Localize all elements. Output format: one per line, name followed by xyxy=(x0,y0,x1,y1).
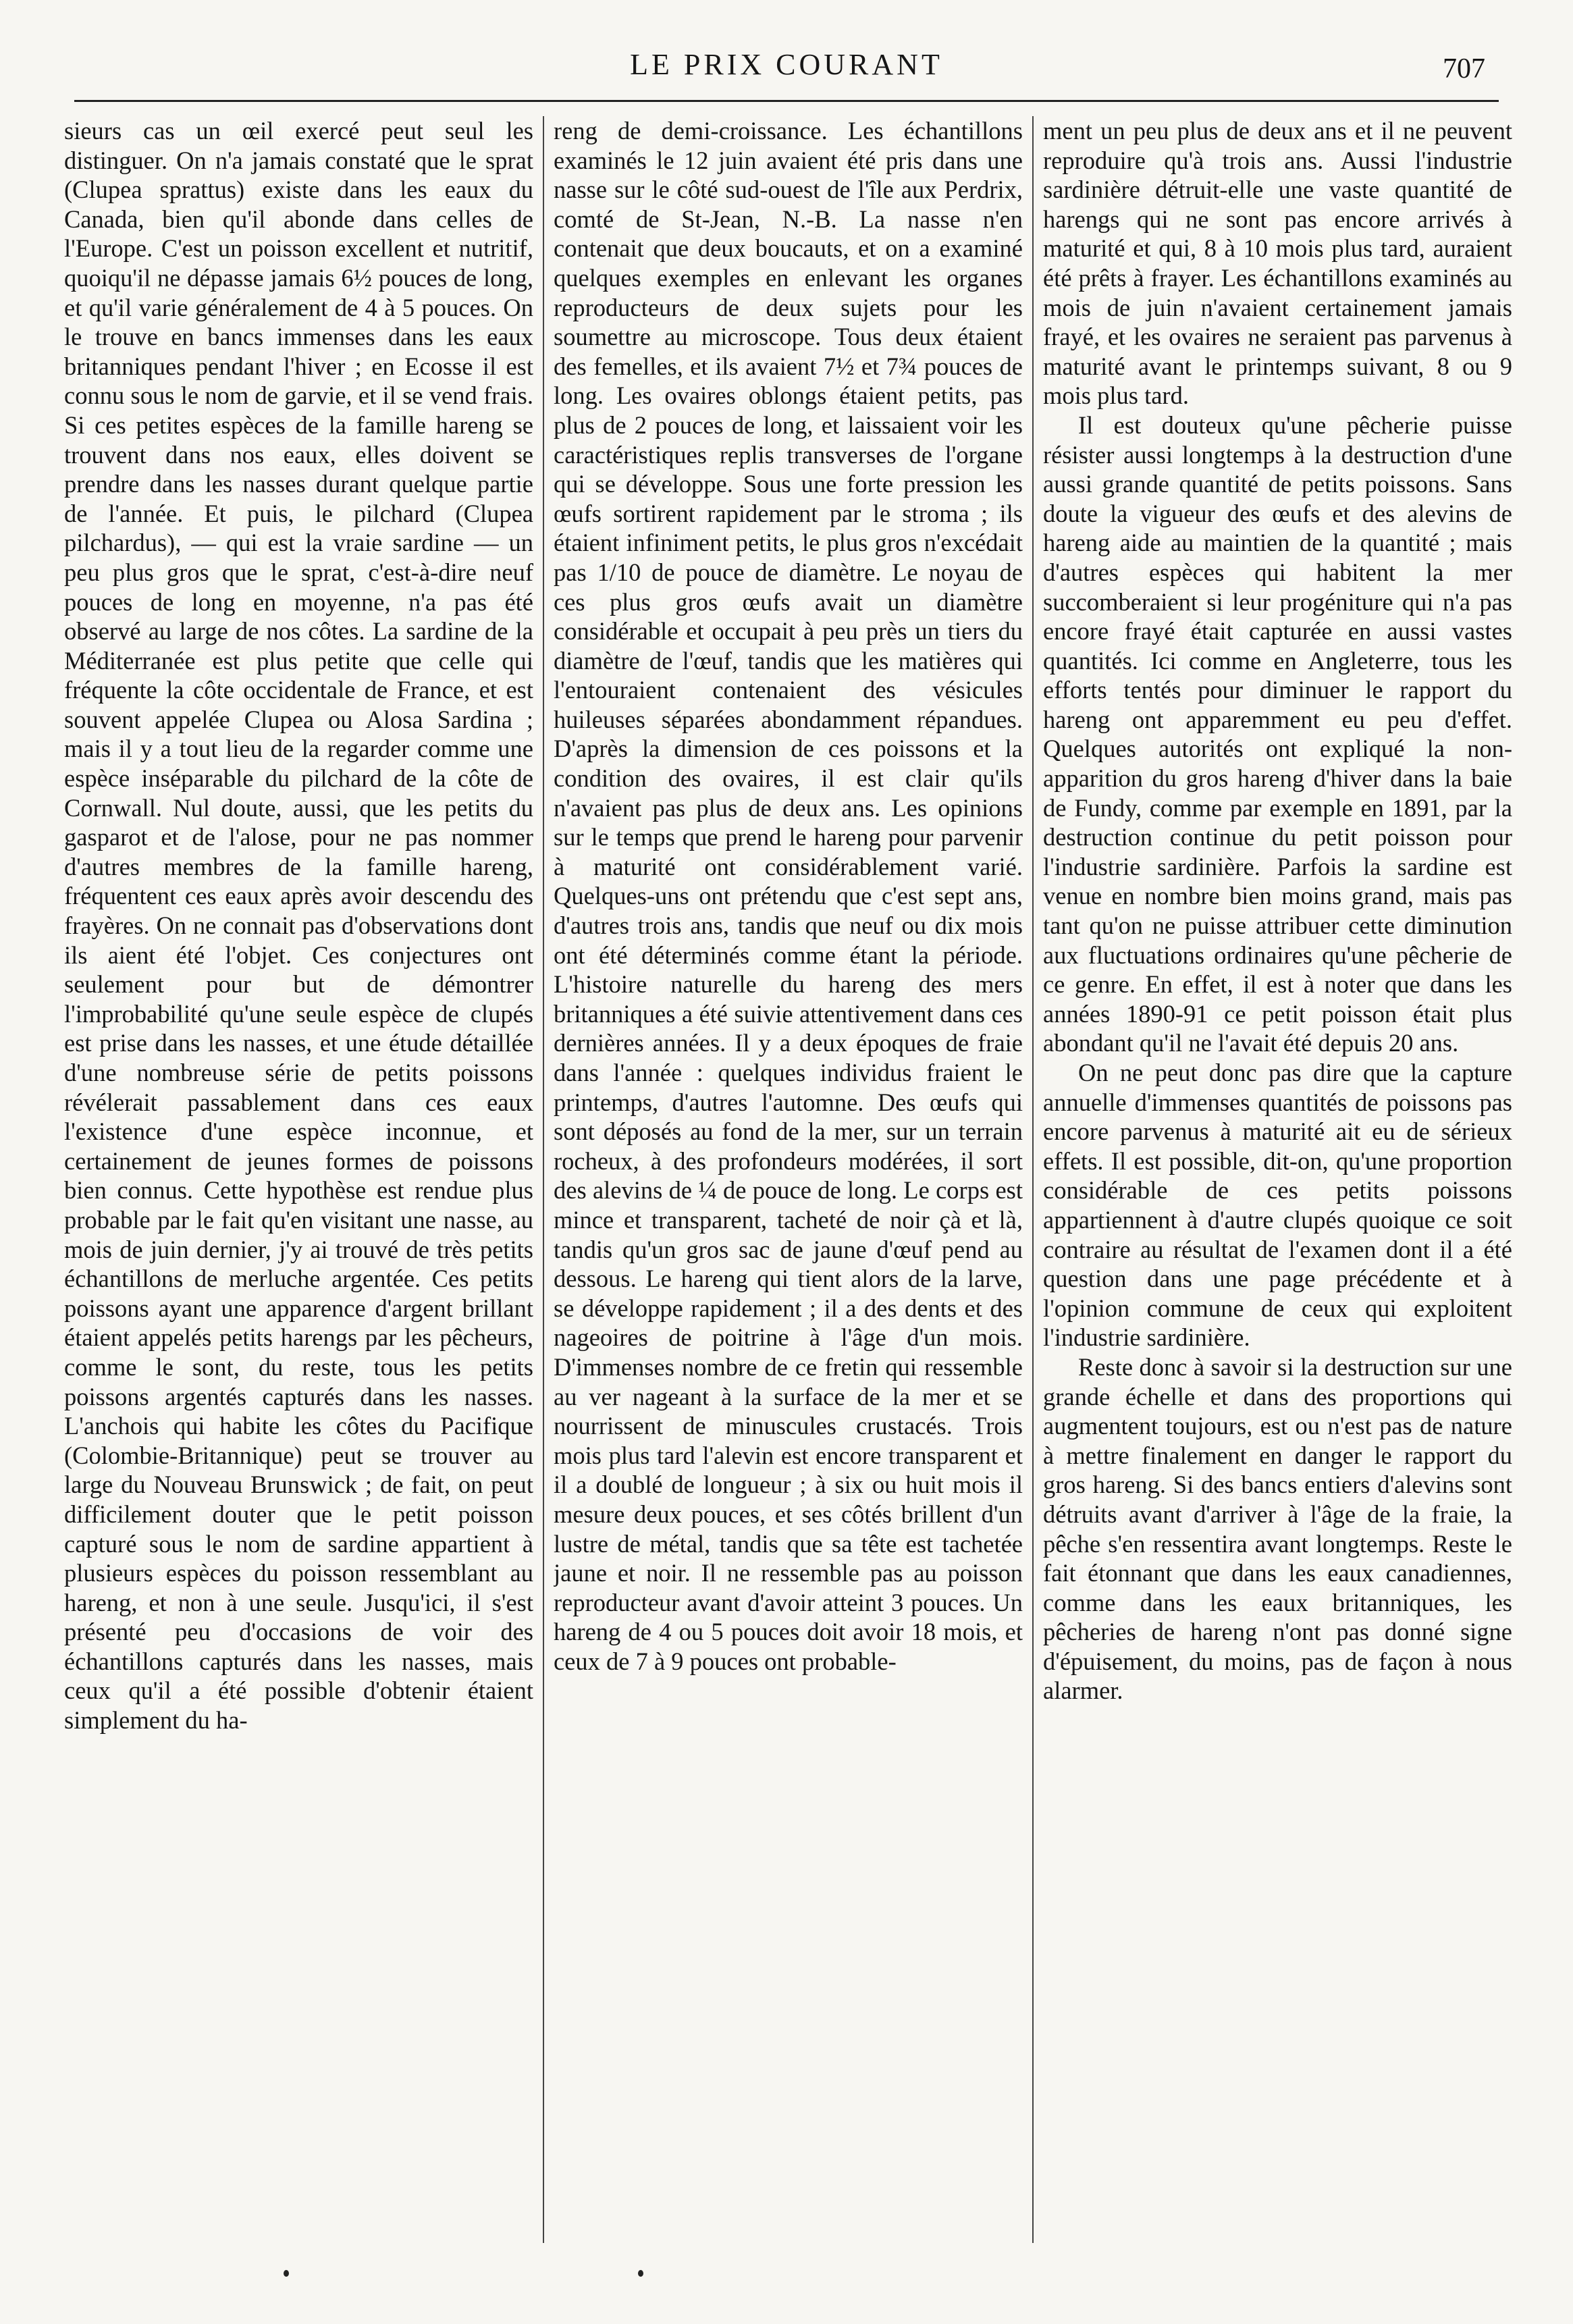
column-2 xyxy=(554,116,1023,2243)
print-speck xyxy=(284,2270,289,2277)
bottom-print-marks xyxy=(0,2270,1573,2297)
running-title: LE PRIX COURANT xyxy=(630,48,943,81)
print-speck xyxy=(638,2270,643,2277)
paragraph: On ne peut donc pas dire que la capture annuelle d'immenses quantités de poissons pas encore parvenus à maturité ait eu de sérieux effets. Il est possible, dit-on, qu'une proportion considérable de ces petits poissons appartiennent à d'autre clupés quoique ce soit contraire au résultat de l'examen dont il a été question dans une page précédente et à l'opinion commune de ceux qui exploitent l'industrie sardinière. xyxy=(1043,1059,1512,1352)
paragraph: Il est douteux qu'une pêcherie puisse résister aussi longtemps à la destruction d'une aussi grande quantité de petits poissons. Sans doute la vigueur des œufs et des alevins de hareng aide au maintien de la quantité ; mais d'autres espèces qui habitent la mer succomberaient si leur progéniture qui n'a pas encore frayé était capturée en aussi vastes quantités. Ici comme en Angleterre, tous les efforts tentés pour diminuer le rapport du hareng ont apparemment eu peu d'effet. Quelques autorités ont expliqué la non-apparition du gros hareng d'hiver dans la baie de Fundy, comme par exemple en 1891, par la destruction continue du petit poisson pour l'industrie sardinière. Parfois la sardine est venue en nombre bien moins grand, mais pas tant qu'on ne puisse attribuer cette diminution aux fluctuations ordinaires qu'une pêcherie de ce genre. En effet, il est à noter que dans les années 1890-91 ce petit poisson était plus abondant qu'il ne l'avait été depuis 20 ans. xyxy=(1043,411,1512,1057)
column-divider xyxy=(1032,116,1034,2243)
page-header xyxy=(54,35,1519,103)
column-divider xyxy=(543,116,544,2243)
column-1 xyxy=(64,116,533,2243)
paragraph: Reste donc à savoir si la destruction sur une grande échelle et dans des proportions qui augmentent toujours, est ou n'est pas de nature à mettre finalement en danger le rapport du gros hareng. Si des bancs entiers d'alevins sont détruits avant d'arriver à l'âge de la fraie, la pêche s'en ressentira avant longtemps. Reste le fait étonnant que dans les eaux canadiennes, comme dans les eaux britanniques, les pêcheries de hareng n'ont pas donné signe d'épuisement, du moins, pas de façon à nous alarmer. xyxy=(1043,1352,1512,1705)
column-3 xyxy=(1043,116,1512,2243)
page-number: 707 xyxy=(1443,53,1485,84)
paragraph: reng de demi-croissance. Les échantillons examinés le 12 juin avaient été pris dans une nasse sur le côté sud-ouest de l'île aux Perdrix, comté de St-Jean, N.-B. La nasse n'en contenait que deux boucauts, et on a examiné quelques exemples en enlevant les organes reproducteurs de deux sujets pour les soumettre au microscope. Tous deux étaient des femelles, et ils avaient 7½ et 7¾ pouces de long. Les ovaires oblongs étaient petits, pas plus de 2 pouces de long, et laissaient voir les caractéristiques replis transverses de l'organe qui se développe. Sous une forte pression les œufs sortirent rapidement par le stroma ; ils étaient infiniment petits, le plus gros n'excédait pas 1/10 de pouce de diamètre. Le noyau de ces plus gros œufs avait un diamètre considérable et occupait à peu près un tiers du diamètre de l'œuf, tandis que les matières qui l'entouraient contenaient des vésicules huileuses séparées abondamment répandues. D'après la dimension de ces poissons et la condition des ovaires, il est clair qu'ils n'avaient pas plus de deux ans. Les opinions sur le temps que prend le hareng pour parvenir à maturité ont considérablement varié. Quelques-uns ont prétendu que c'est sept ans, d'autres trois ans, tandis que neuf ou dix mois ont été déterminés comme étant la période. L'histoire naturelle du hareng des mers britanniques a été suivie attentivement dans ces dernières années. Il y a deux époques de fraie dans l'année : quelques individus fraient le printemps, d'autres l'automne. Des œufs qui sont déposés au fond de la mer, sur un terrain rocheux, à des profondeurs modérées, il sort des alevins de ¼ de pouce de long. Le corps est mince et transparent, tacheté de noir çà et là, tandis qu'un gros sac de jaune d'œuf pend au dessous. Le hareng qui tient alors de la larve, se développe rapidement ; il a des dents et des nageoires de poitrine à l'âge d'un mois. D'immenses nombre de ce fretin qui ressemble au ver nageant à la surface de la mer et se nourrissent de minuscules crustacés. Trois mois plus tard l'alevin est encore transparent et il a doublé de longueur ; à six ou huit mois il mesure deux pouces, et ses côtés brillent d'un lustre de métal, tandis que sa tête est tachetée jaune et noir. Il ne ressemble pas au poisson reproducteur avant d'avoir atteint 3 pouces. Un hareng de 4 ou 5 pouces doit avoir 18 mois, et ceux de 7 à 9 pouces ont probable- xyxy=(554,117,1023,1675)
paragraph: ment un peu plus de deux ans et il ne peuvent reproduire qu'à trois ans. Aussi l'industrie sardinière détruit-elle une vaste quantité de harengs qui ne sont pas encore arrivés à maturité et qui, 8 à 10 mois plus tard, auraient été prêts à frayer. Les échantillons examinés au mois de juin n'avaient certainement jamais frayé, et les ovaires ne seraient pas parvenus à maturité avant le printemps suivant, 8 ou 9 mois plus tard. xyxy=(1043,117,1512,410)
header-rule xyxy=(74,100,1499,102)
text-columns xyxy=(64,116,1512,2243)
paragraph: sieurs cas un œil exercé peut seul les distinguer. On n'a jamais constaté que le sprat (Clupea sprattus) existe dans les eaux du Canada, bien qu'il abonde dans celles de l'Europe. C'est un poisson excellent et nutritif, quoiqu'il ne dépasse jamais 6½ pouces de long, et qu'il varie généralement de 4 à 5 pouces. On le trouve en bancs immenses dans les eaux britanniques pendant l'hiver ; en Ecosse il est connu sous le nom de garvie, et il se vend frais. Si ces petites espèces de la famille hareng se trouvent dans nos eaux, elles doivent se prendre dans les nasses durant quelque partie de l'année. Et puis, le pilchard (Clupea pilchardus), — qui est la vraie sardine — un peu plus gros que le sprat, c'est-à-dire neuf pouces de long en moyenne, n'a pas été observé au large de nos côtes. La sardine de la Méditerranée est plus petite que celle qui fréquente la côte occidentale de France, et est souvent appelée Clupea ou Alosa Sardina ; mais il y a tout lieu de la regarder comme une espèce inséparable du pilchard de la côte de Cornwall. Nul doute, aussi, que les petits du gasparot et de l'alose, pour ne pas nommer d'autres membres de la famille hareng, fréquentent ces eaux après avoir descendu des frayères. On ne connait pas d'observations dont ils aient été l'objet. Ces conjectures ont seulement pour but de démontrer l'improbabilité qu'une seule espèce de clupés est prise dans les nasses, et une étude détaillée d'une nombreuse série de petits poissons révélerait passablement dans ces eaux l'existence d'une espèce inconnue, et certainement de jeunes formes de poissons bien connus. Cette hypothèse est rendue plus probable par le fait qu'en visitant une nasse, au mois de juin dernier, j'y ai trouvé de très petits échantillons de merluche argentée. Ces petits poissons ayant une apparence d'argent brillant étaient appelés petits harengs par les pêcheurs, comme le sont, du reste, tous les petits poissons argentés capturés dans les nasses. L'anchois qui habite les côtes du Pacifique (Colombie-Britannique) peut se trouver au large du Nouveau Brunswick ; de fait, on peut difficilement douter que le petit poisson capturé sous le nom de sardine appartient à plusieurs espèces du poisson ressemblant au hareng, et non à une seule. Jusqu'ici, il s'est présenté peu d'occasions de voir des échantillons capturés dans les nasses, mais ceux qu'il a été possible d'obtenir étaient simplement du ha- xyxy=(64,117,533,1735)
